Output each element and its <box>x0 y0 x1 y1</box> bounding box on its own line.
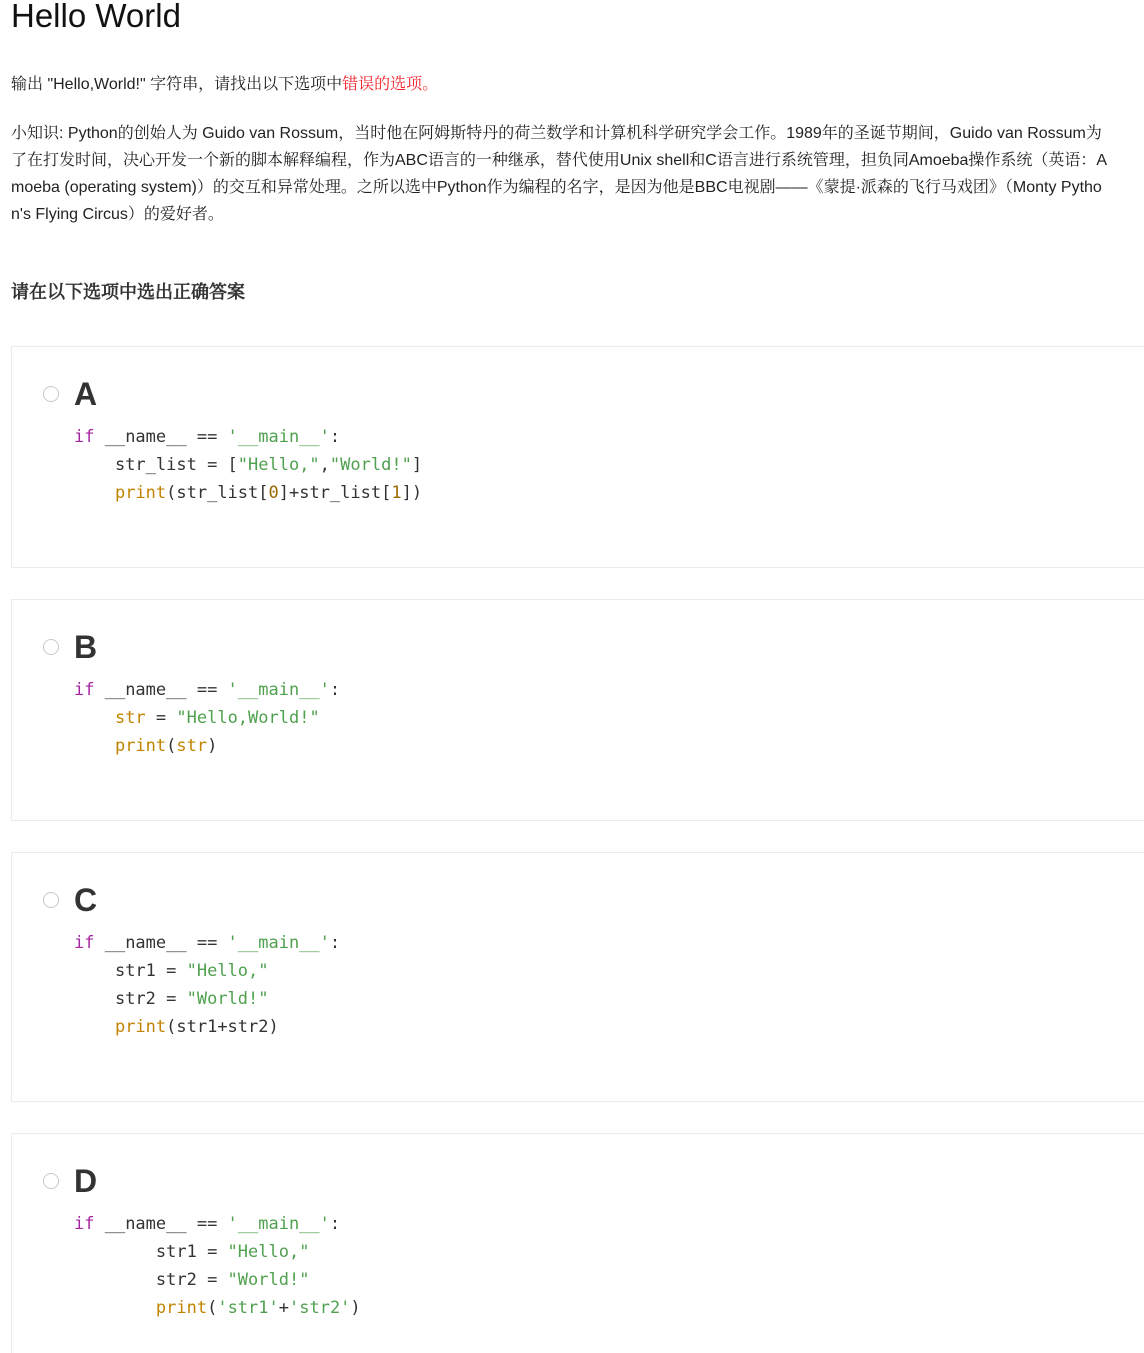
option-d-letter: D <box>74 1163 98 1199</box>
code-string: "World!" <box>227 1270 310 1290</box>
code-text: : <box>329 1214 341 1234</box>
code-keyword: if <box>74 1214 95 1234</box>
question-text <box>11 74 438 96</box>
code-keyword: if <box>74 933 95 953</box>
code-text: ( <box>207 1298 218 1318</box>
code-string: "Hello," <box>186 961 269 981</box>
code-function: str <box>176 736 208 756</box>
option-d-radio[interactable] <box>43 1173 59 1189</box>
code-text: __name__ == <box>94 680 228 700</box>
code-string: "World!" <box>329 455 412 475</box>
code-string: 'str1' <box>217 1298 279 1318</box>
code-indent <box>74 989 115 1009</box>
code-string: "Hello," <box>237 455 320 475</box>
code-string: '__main__' <box>227 933 330 953</box>
option-card-a[interactable] <box>11 346 1144 568</box>
code-string: "World!" <box>186 989 269 1009</box>
code-text: __name__ == <box>94 1214 228 1234</box>
code-text: (str_list[ <box>166 483 269 503</box>
code-indent <box>74 483 115 503</box>
code-text: : <box>329 427 341 447</box>
code-text: = <box>145 708 177 728</box>
option-card-c[interactable] <box>11 852 1144 1102</box>
code-text: ) <box>207 736 218 756</box>
code-text: (str1+str2) <box>166 1017 279 1037</box>
code-keyword: if <box>74 680 95 700</box>
option-c-letter: C <box>74 882 98 918</box>
question-highlight: 错误的选项。 <box>342 76 439 93</box>
code-text: ( <box>166 736 177 756</box>
option-b-radio[interactable] <box>43 639 59 655</box>
code-function: print <box>114 483 167 503</box>
option-a-letter: A <box>74 376 98 412</box>
code-text: ]+str_list[ <box>278 483 392 503</box>
code-function: print <box>114 736 167 756</box>
code-text: , <box>319 455 330 475</box>
page-title: Hello World <box>11 0 181 34</box>
code-indent <box>74 961 115 981</box>
code-text: : <box>329 933 341 953</box>
code-indent <box>74 455 115 475</box>
section-heading: 请在以下选项中选出正确答案 <box>11 282 245 302</box>
code-text: : <box>329 680 341 700</box>
code-text: str2 = <box>114 989 187 1009</box>
code-string: '__main__' <box>227 680 330 700</box>
code-indent <box>74 736 115 756</box>
code-indent <box>74 1298 156 1318</box>
code-text: str1 = <box>114 961 187 981</box>
code-text: ]) <box>401 483 423 503</box>
code-text: + <box>278 1298 289 1318</box>
code-text: __name__ == <box>94 427 228 447</box>
code-indent <box>74 1270 156 1290</box>
option-d-code <box>74 1210 361 1322</box>
code-text: ] <box>411 455 423 475</box>
option-c-code <box>74 929 340 1041</box>
code-text: str2 = <box>155 1270 228 1290</box>
code-string: "Hello," <box>227 1242 310 1262</box>
code-string: '__main__' <box>227 427 330 447</box>
code-text: ) <box>350 1298 361 1318</box>
code-function: print <box>155 1298 208 1318</box>
code-number: 0 <box>268 483 279 503</box>
code-text: str_list = [ <box>114 455 238 475</box>
option-b-letter: B <box>74 629 98 665</box>
option-card-b[interactable] <box>11 599 1144 821</box>
code-string: "Hello,World!" <box>176 708 320 728</box>
code-keyword: if <box>74 427 95 447</box>
code-number: 1 <box>391 483 402 503</box>
option-b-code <box>74 676 340 760</box>
tips-paragraph: 小知识: Python的创始人为 Guido van Rossum，当时他在阿姆斯特丹的荷兰数学和计算机科学研究学会工作。1989年的圣诞节期间，Guido van Rossum为了在打发时间，决心开发一个新的脚本解释编程，作为ABC语言的一种继承，替代使用Unix shell和C语言进行系统管理，担负同Amoeba操作系统（英语：Amoeba (operating system)）的交互和异常处理。之所以选中Python作为编程的名字，是因为他是BBC电视剧——《蒙提·派森的飞行马戏团》（Monty Python's Flying Circus）的爱好者。 <box>11 125 1108 223</box>
option-card-d[interactable] <box>11 1133 1144 1353</box>
code-function: str <box>114 708 146 728</box>
code-text: str1 = <box>155 1242 228 1262</box>
code-indent <box>74 1242 156 1262</box>
question-prefix: 输出 "Hello,World!" 字符串，请找出以下选项中 <box>11 76 343 93</box>
code-string: '__main__' <box>227 1214 330 1234</box>
option-a-code <box>74 423 422 507</box>
code-text: __name__ == <box>94 933 228 953</box>
option-c-radio[interactable] <box>43 892 59 908</box>
code-indent <box>74 1017 115 1037</box>
code-function: print <box>114 1017 167 1037</box>
code-string: 'str2' <box>289 1298 351 1318</box>
code-indent <box>74 708 115 728</box>
option-a-radio[interactable] <box>43 386 59 402</box>
